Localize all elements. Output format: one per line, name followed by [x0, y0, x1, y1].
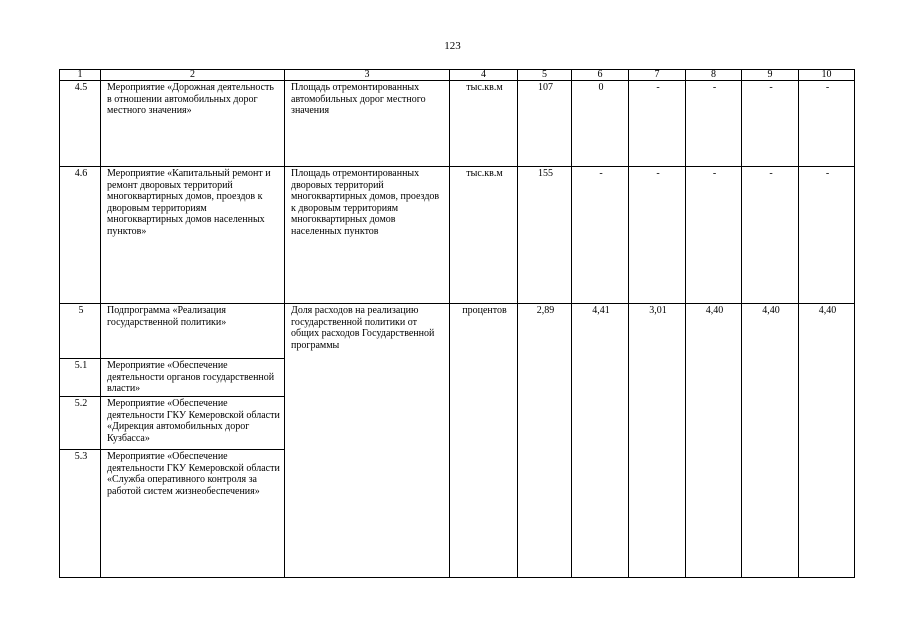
header-cell: 1	[60, 70, 101, 81]
header-cell: 4	[450, 70, 518, 81]
indicator-cell: Площадь отремонтированных дворовых территорий многоквартирных домов, проездов к дворовым территориям многоквартирных домов населенных пунктов	[285, 167, 450, 304]
event-cell: Мероприятие «Капитальный ремонт и ремонт дворовых территорий многоквартирных домов, проездов к дворовым территориям многоквартирных домов населенных пунктов»	[101, 167, 285, 304]
value-cell: -	[629, 81, 686, 167]
value-cell: -	[629, 167, 686, 304]
indicators-table	[59, 69, 855, 578]
indicator-cell: Доля расходов на реализацию государственной политики от общих расходов Государственной программы	[285, 304, 450, 578]
unit-cell: тыс.кв.м	[450, 167, 518, 304]
header-cell: 2	[101, 70, 285, 81]
table-row	[60, 167, 855, 304]
value-cell: 4,40	[799, 304, 855, 578]
value-cell: 4,40	[742, 304, 799, 578]
value-cell: 107	[518, 81, 572, 167]
row-number: 5.1	[60, 359, 101, 397]
table-header-row	[60, 70, 855, 81]
header-cell: 6	[572, 70, 629, 81]
value-cell: -	[742, 81, 799, 167]
value-cell: -	[799, 81, 855, 167]
row-number: 4.5	[60, 81, 101, 167]
header-cell: 5	[518, 70, 572, 81]
event-cell: Мероприятие «Обеспечение деятельности ГКУ Кемеровской области «Дирекция автомобильных дорог Кузбасса»	[101, 397, 285, 450]
row-number: 5.2	[60, 397, 101, 450]
value-cell: 3,01	[629, 304, 686, 578]
header-cell: 9	[742, 70, 799, 81]
indicator-cell: Площадь отремонтированных автомобильных дорог местного значения	[285, 81, 450, 167]
value-cell: -	[572, 167, 629, 304]
value-cell: -	[686, 167, 742, 304]
value-cell: 0	[572, 81, 629, 167]
header-cell: 3	[285, 70, 450, 81]
table-row	[60, 304, 855, 359]
value-cell: 2,89	[518, 304, 572, 578]
value-cell: 4,40	[686, 304, 742, 578]
unit-cell: процентов	[450, 304, 518, 578]
header-cell: 10	[799, 70, 855, 81]
row-number: 5.3	[60, 450, 101, 578]
table-row	[60, 81, 855, 167]
value-cell: 4,41	[572, 304, 629, 578]
value-cell: 155	[518, 167, 572, 304]
header-cell: 7	[629, 70, 686, 81]
event-cell: Мероприятие «Обеспечение деятельности ГКУ Кемеровской области «Служба оперативного контроля за работой систем жизнеобеспечения»	[101, 450, 285, 578]
row-number: 4.6	[60, 167, 101, 304]
value-cell: -	[742, 167, 799, 304]
value-cell: -	[799, 167, 855, 304]
header-cell: 8	[686, 70, 742, 81]
event-cell: Мероприятие «Обеспечение деятельности органов государственной власти»	[101, 359, 285, 397]
row-number: 5	[60, 304, 101, 359]
page-number: 123	[444, 40, 461, 52]
value-cell: -	[686, 81, 742, 167]
event-cell: Мероприятие «Дорожная деятельность в отношении автомобильных дорог местного значения»	[101, 81, 285, 167]
event-cell: Подпрограмма «Реализация государственной политики»	[101, 304, 285, 359]
unit-cell: тыс.кв.м	[450, 81, 518, 167]
